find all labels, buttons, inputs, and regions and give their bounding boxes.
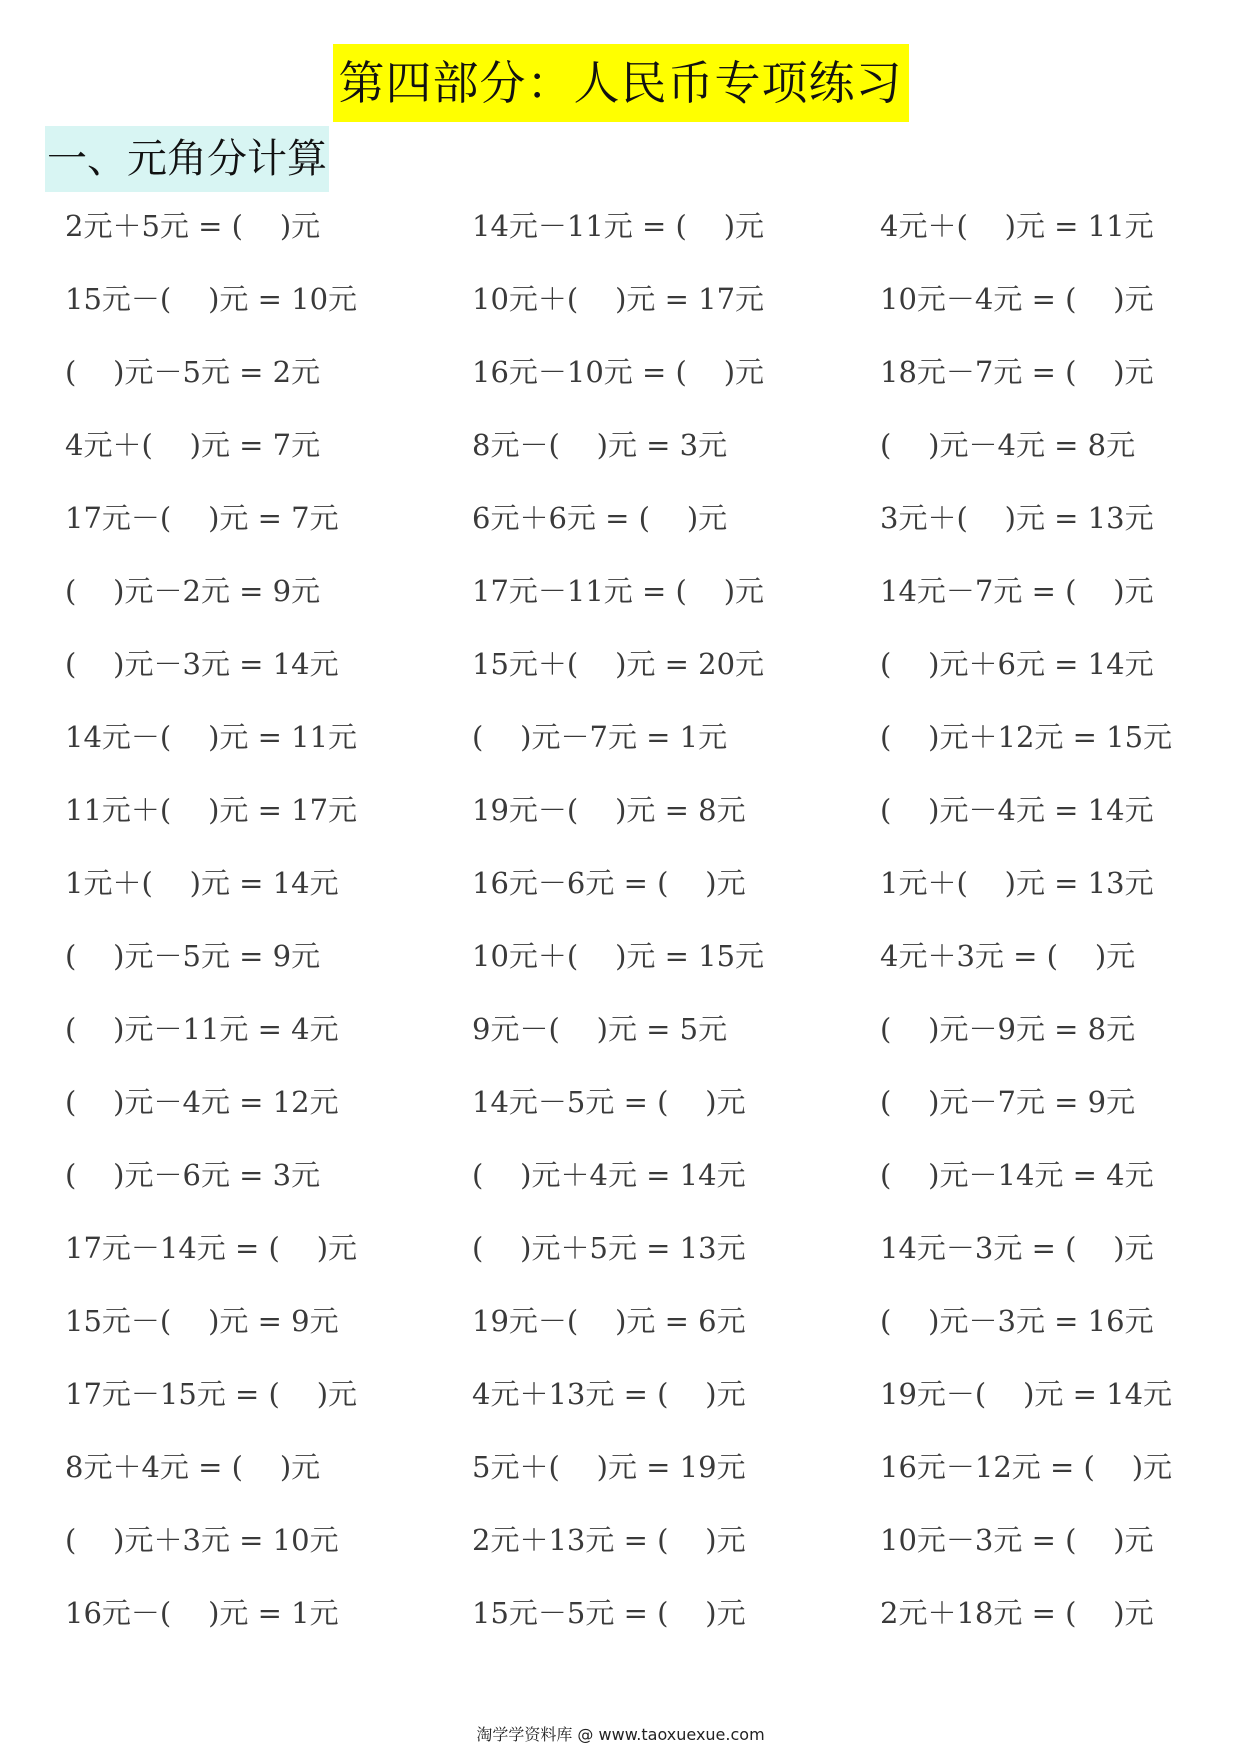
exercise-item: 8元－( )元 = 3元	[472, 428, 728, 462]
exercise-item: ( )元－7元 = 1元	[472, 720, 728, 754]
exercise-grid	[65, 196, 1205, 1656]
exercise-item: 11元＋( )元 = 17元	[65, 793, 358, 827]
exercise-item: ( )元＋5元 = 13元	[472, 1231, 746, 1265]
exercise-item: 16元－10元 = ( )元	[472, 355, 765, 389]
exercise-item: ( )元－5元 = 9元	[65, 939, 321, 973]
exercise-row	[65, 1291, 1205, 1364]
exercise-item: 17元－15元 = ( )元	[65, 1377, 358, 1411]
exercise-item: 5元＋( )元 = 19元	[472, 1450, 746, 1484]
exercise-item: 10元＋( )元 = 17元	[472, 282, 765, 316]
exercise-row	[65, 561, 1205, 634]
page-title: 第四部分：人民币专项练习	[333, 44, 909, 122]
exercise-item: 9元－( )元 = 5元	[472, 1012, 728, 1046]
exercise-item: 15元－5元 = ( )元	[472, 1596, 746, 1630]
exercise-item: 4元＋3元 = ( )元	[880, 939, 1136, 973]
exercise-row	[65, 1145, 1205, 1218]
exercise-item: 4元＋( )元 = 11元	[880, 209, 1154, 243]
exercise-row	[65, 853, 1205, 926]
exercise-item: 19元－( )元 = 6元	[472, 1304, 746, 1338]
exercise-item: ( )元－4元 = 8元	[880, 428, 1136, 462]
exercise-row	[65, 707, 1205, 780]
exercise-row	[65, 1364, 1205, 1437]
exercise-item: ( )元－4元 = 12元	[65, 1085, 339, 1119]
exercise-item: 2元＋5元 = ( )元	[65, 209, 321, 243]
exercise-item: 17元－11元 = ( )元	[472, 574, 765, 608]
exercise-item: 18元－7元 = ( )元	[880, 355, 1154, 389]
exercise-item: 2元＋18元 = ( )元	[880, 1596, 1154, 1630]
exercise-item: 16元－6元 = ( )元	[472, 866, 746, 900]
exercise-row	[65, 780, 1205, 853]
exercise-item: ( )元－11元 = 4元	[65, 1012, 339, 1046]
exercise-item: 15元－( )元 = 10元	[65, 282, 358, 316]
exercise-row	[65, 634, 1205, 707]
exercise-item: 19元－( )元 = 14元	[880, 1377, 1173, 1411]
footer-watermark: 淘学学资料库 @ www.taoxuexue.com	[476, 1725, 765, 1744]
exercise-item: 17元－14元 = ( )元	[65, 1231, 358, 1265]
exercise-item: 15元－( )元 = 9元	[65, 1304, 339, 1338]
exercise-item: ( )元－7元 = 9元	[880, 1085, 1136, 1119]
exercise-item: ( )元－14元 = 4元	[880, 1158, 1154, 1192]
exercise-item: 1元＋( )元 = 13元	[880, 866, 1154, 900]
exercise-row	[65, 1583, 1205, 1656]
exercise-item: 2元＋13元 = ( )元	[472, 1523, 746, 1557]
exercise-item: ( )元－2元 = 9元	[65, 574, 321, 608]
exercise-item: 10元＋( )元 = 15元	[472, 939, 765, 973]
exercise-row	[65, 999, 1205, 1072]
exercise-item: ( )元－9元 = 8元	[880, 1012, 1136, 1046]
exercise-item: ( )元＋6元 = 14元	[880, 647, 1154, 681]
exercise-row	[65, 488, 1205, 561]
exercise-item: 8元＋4元 = ( )元	[65, 1450, 321, 1484]
exercise-row	[65, 415, 1205, 488]
exercise-item: 16元－12元 = ( )元	[880, 1450, 1173, 1484]
exercise-item: 14元－11元 = ( )元	[472, 209, 765, 243]
exercise-item: 14元－7元 = ( )元	[880, 574, 1154, 608]
exercise-row	[65, 196, 1205, 269]
exercise-item: 1元＋( )元 = 14元	[65, 866, 339, 900]
exercise-item: 19元－( )元 = 8元	[472, 793, 746, 827]
exercise-item: ( )元－4元 = 14元	[880, 793, 1154, 827]
exercise-item: ( )元－3元 = 14元	[65, 647, 339, 681]
exercise-item: 4元＋13元 = ( )元	[472, 1377, 746, 1411]
exercise-item: 14元－3元 = ( )元	[880, 1231, 1154, 1265]
exercise-item: ( )元＋3元 = 10元	[65, 1523, 339, 1557]
exercise-row	[65, 926, 1205, 999]
exercise-item: 3元＋( )元 = 13元	[880, 501, 1154, 535]
exercise-item: 6元＋6元 = ( )元	[472, 501, 728, 535]
exercise-item: 14元－( )元 = 11元	[65, 720, 358, 754]
exercise-item: ( )元－3元 = 16元	[880, 1304, 1154, 1338]
exercise-item: 16元－( )元 = 1元	[65, 1596, 339, 1630]
exercise-row	[65, 1510, 1205, 1583]
exercise-item: ( )元＋12元 = 15元	[880, 720, 1173, 754]
section-heading: 一、元角分计算	[45, 126, 329, 192]
exercise-row	[65, 1218, 1205, 1291]
exercise-row	[65, 269, 1205, 342]
title-wrapper	[0, 44, 1241, 122]
exercise-item: 17元－( )元 = 7元	[65, 501, 339, 535]
exercise-item: ( )元－6元 = 3元	[65, 1158, 321, 1192]
exercise-item: 10元－4元 = ( )元	[880, 282, 1154, 316]
exercise-row	[65, 1437, 1205, 1510]
exercise-item: 15元＋( )元 = 20元	[472, 647, 765, 681]
exercise-row	[65, 1072, 1205, 1145]
exercise-item: 10元－3元 = ( )元	[880, 1523, 1154, 1557]
exercise-item: 4元＋( )元 = 7元	[65, 428, 321, 462]
exercise-row	[65, 342, 1205, 415]
exercise-item: 14元－5元 = ( )元	[472, 1085, 746, 1119]
exercise-item: ( )元－5元 = 2元	[65, 355, 321, 389]
exercise-item: ( )元＋4元 = 14元	[472, 1158, 746, 1192]
